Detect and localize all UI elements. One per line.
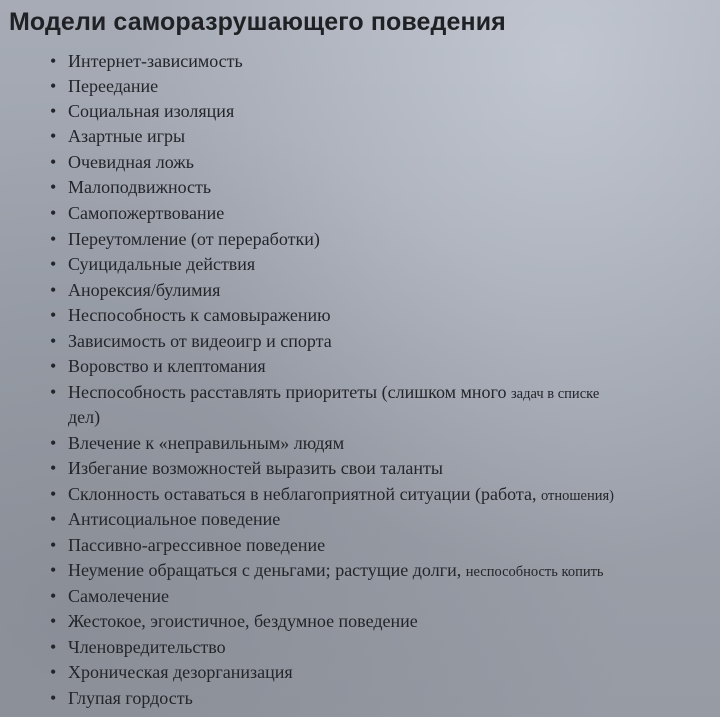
list-item-text-tail: задач в списке — [510, 386, 600, 402]
list-item-text: Избегание возможностей выразить свои таланты — [68, 458, 444, 478]
list-item-text — [68, 380, 599, 407]
page-title: Модели саморазрушающего поведения — [9, 8, 506, 36]
list-item-text: Переутомление (от переработки) — [68, 229, 320, 249]
list-item-text-tail: неспособность копить — [465, 564, 604, 580]
list-item-text: Неспособность к самовыражению — [68, 305, 331, 325]
list-item-text-tail: отношения) — [540, 488, 614, 504]
bullet-icon: • — [50, 688, 57, 708]
bullet-icon: • — [50, 535, 57, 555]
bullet-icon: • — [50, 662, 57, 682]
list-item-text: Жестокое, эгоистичное, бездумное поведение — [68, 611, 418, 631]
list-item-text: Зависимость от видеоигр и спорта — [68, 331, 332, 351]
bullet-icon: • — [50, 152, 57, 172]
list-item-text: Самопожертвование — [68, 203, 225, 223]
bullet-icon: • — [50, 484, 57, 504]
list-item-text: Членовредительство — [68, 637, 226, 657]
list-item-text: Азартные игры — [68, 126, 186, 146]
list-item-continuation: дел) — [68, 407, 101, 427]
list-item-text: Антисоциальное поведение — [68, 509, 281, 529]
bullet-icon: • — [50, 126, 57, 146]
bullet-icon: • — [50, 76, 57, 96]
bullet-icon: • — [50, 611, 57, 631]
bullet-icon: • — [50, 203, 57, 223]
bullet-icon: • — [50, 586, 57, 606]
bullet-icon: • — [50, 229, 57, 249]
list-item-text: Переедание — [68, 76, 159, 96]
bullet-icon: • — [50, 51, 57, 71]
list-item-text: Пассивно-агрессивное поведение — [68, 535, 326, 555]
list-item-text: Суицидальные действия — [68, 254, 256, 274]
bullet-icon: • — [50, 509, 57, 529]
bullet-icon: • — [50, 356, 57, 376]
bullet-icon: • — [50, 305, 57, 325]
list-item-text-main: Склонность оставаться в неблагоприятной ситуации (работа, — [68, 484, 541, 504]
bullet-icon: • — [50, 101, 57, 121]
bullet-icon: • — [50, 254, 57, 274]
bullet-icon: • — [50, 458, 57, 478]
list-item-text: Интернет-зависимость — [68, 51, 243, 71]
list-item-text: Влечение к «неправильным» людям — [68, 433, 345, 453]
bullet-icon: • — [50, 280, 57, 300]
bullet-icon: • — [50, 382, 57, 402]
list-item-text: Социальная изоляция — [68, 101, 235, 121]
list-item-text — [68, 558, 604, 585]
bullet-icon: • — [50, 433, 57, 453]
list-item-text: Очевидная ложь — [68, 152, 194, 172]
list-item-text: Воровство и клептомания — [68, 356, 266, 376]
list-item-text-main: Неумение обращаться с деньгами; растущие долги, — [68, 560, 466, 580]
list-item-text: Анорексия/булимия — [68, 280, 221, 300]
bullet-icon: • — [50, 177, 57, 197]
list-item-text: Глупая гордость — [68, 688, 193, 708]
list-item-text: Малоподвижность — [68, 177, 212, 197]
bullet-icon: • — [50, 331, 57, 351]
bullet-icon: • — [50, 637, 57, 657]
list-item-text: Самолечение — [68, 586, 169, 606]
list-item-text-main: Неспособность расставлять приоритеты (слишком много — [68, 382, 511, 402]
list-item-text — [68, 482, 614, 509]
bullet-icon: • — [50, 560, 57, 580]
list-item-text: Хроническая дезорганизация — [68, 662, 293, 682]
